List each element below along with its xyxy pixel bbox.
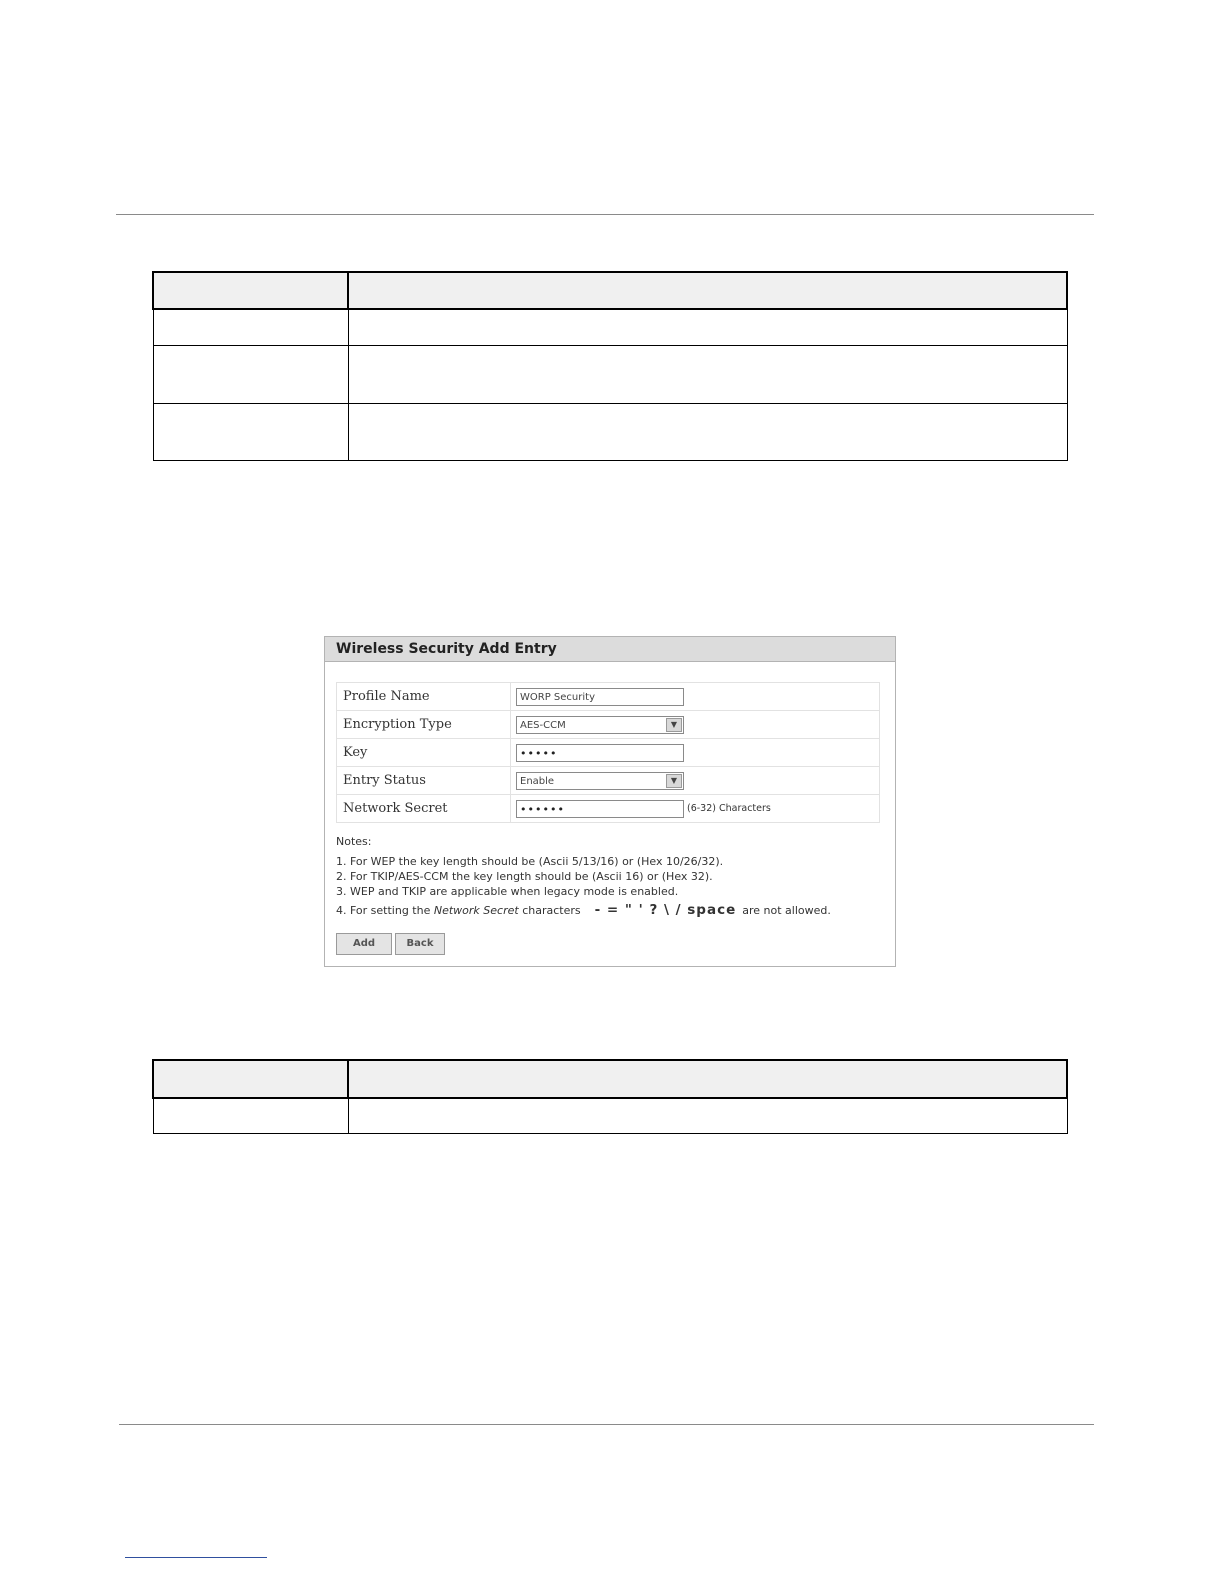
note-item: 2. For TKIP/AES-CCM the key length should be (Ascii 16) or (Hex 32). bbox=[336, 870, 713, 883]
add-button[interactable]: Add bbox=[336, 933, 392, 955]
entry-status-select[interactable] bbox=[516, 772, 684, 790]
note-4-emphasis: Network Secret bbox=[433, 904, 519, 917]
table-cell bbox=[348, 345, 1067, 403]
encryption-type-select[interactable] bbox=[516, 716, 684, 734]
form-row-key bbox=[337, 739, 880, 767]
table-header-cell bbox=[348, 272, 1067, 309]
security-form bbox=[336, 682, 880, 823]
form-row-profile-name bbox=[337, 683, 880, 711]
notes-section bbox=[336, 834, 884, 918]
table-cell bbox=[153, 309, 348, 345]
table-cell bbox=[153, 345, 348, 403]
table-header-cell bbox=[153, 272, 348, 309]
entry-status-value: Enable bbox=[520, 775, 555, 787]
panel-title: Wireless Security Add Entry bbox=[325, 637, 895, 662]
encryption-type-value: AES-CCM bbox=[520, 719, 566, 731]
table-cell bbox=[348, 1098, 1067, 1133]
button-bar bbox=[336, 933, 448, 955]
note-item-4 bbox=[336, 903, 884, 918]
header-rule bbox=[116, 214, 1094, 215]
note-item: 1. For WEP the key length should be (Ascii 5/13/16) or (Hex 10/26/32). bbox=[336, 855, 724, 868]
table-header-cell bbox=[153, 1060, 348, 1098]
key-label: Key bbox=[337, 739, 511, 767]
table-cell bbox=[153, 403, 348, 460]
note-4-suffix: are not allowed. bbox=[742, 904, 831, 917]
key-input[interactable]: ••••• bbox=[516, 744, 684, 762]
parameter-table-2 bbox=[152, 1059, 1068, 1134]
note-4-prefix: 4. For setting the bbox=[336, 904, 431, 917]
footer-link-underline[interactable] bbox=[125, 1557, 267, 1558]
table-header-cell bbox=[348, 1060, 1067, 1098]
notes-title: Notes: bbox=[336, 835, 372, 848]
chevron-down-icon[interactable]: ▼ bbox=[666, 774, 682, 788]
form-row-encryption-type bbox=[337, 711, 880, 739]
form-row-network-secret bbox=[337, 795, 880, 823]
note-item: 3. WEP and TKIP are applicable when legacy mode is enabled. bbox=[336, 885, 679, 898]
parameter-table-1 bbox=[152, 271, 1068, 461]
entry-status-label: Entry Status bbox=[337, 767, 511, 795]
form-row-entry-status bbox=[337, 767, 880, 795]
footer-rule bbox=[119, 1424, 1094, 1425]
table-cell bbox=[348, 403, 1067, 460]
network-secret-label: Network Secret bbox=[337, 795, 511, 823]
disallowed-characters: - = " ' ? \ / space bbox=[594, 902, 737, 918]
network-secret-hint: (6-32) Characters bbox=[687, 803, 771, 814]
table-cell bbox=[153, 1098, 348, 1133]
wireless-security-add-entry-panel bbox=[324, 636, 896, 967]
profile-name-label: Profile Name bbox=[337, 683, 511, 711]
network-secret-input[interactable]: •••••• bbox=[516, 800, 684, 818]
back-button[interactable]: Back bbox=[395, 933, 445, 955]
chevron-down-icon[interactable]: ▼ bbox=[666, 718, 682, 732]
note-4-middle: characters bbox=[522, 904, 581, 917]
encryption-type-label: Encryption Type bbox=[337, 711, 511, 739]
profile-name-input[interactable]: WORP Security bbox=[516, 688, 684, 706]
table-cell bbox=[348, 309, 1067, 345]
